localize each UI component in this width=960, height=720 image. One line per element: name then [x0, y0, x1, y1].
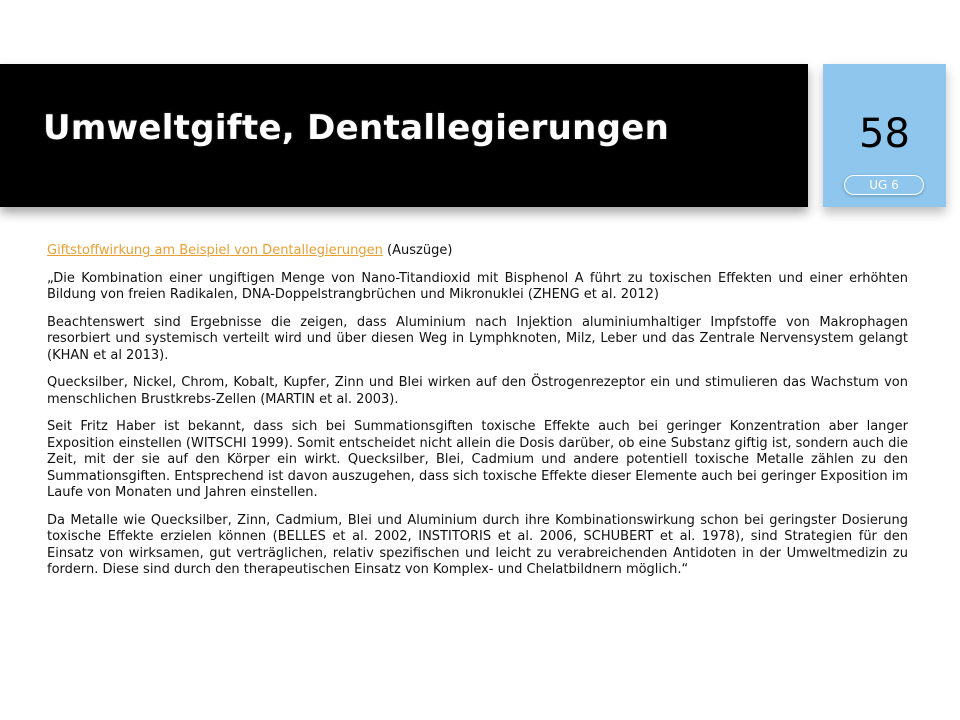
link-suffix: (Auszüge) [382, 243, 453, 258]
source-link[interactable]: Giftstoffwirkung am Beispiel von Dentallegierungen [47, 243, 383, 258]
slide-body [47, 243, 908, 590]
intro-line [47, 243, 908, 260]
paragraph-antidotes: Da Metalle wie Quecksilber, Zinn, Cadmium, Blei und Aluminium durch ihre Kombinationswirkung schon bei geringster Dosierung toxische Effekte erzielen können (BELLES et al. 2002, INSTITORIS et al. 2006, SCHUBERT et al. 1978), sind Strategien für den Einsatz von wirksamen, gut verträglichen, relativ spezifischen und leicht zu verabreichenden Antidoten in der Umweltmedizin zu fordern. Diese sind durch den therapeutischen Einsatz von Komplex- und Chelatbildnern möglich.“ [47, 512, 908, 577]
paragraph-quote-start: „Die Kombination einer ungiftigen Menge von Nano-Titandioxid mit Bisphenol A führt zu toxischen Effekten und einer erhöhten Bildung von freien Radikalen, DNA-Doppelstrangbrüchen und Mikronuklei (ZHENG et al. 2012) [47, 270, 908, 302]
slide-number-box [823, 64, 946, 207]
paragraph-summation-poisons: Seit Fritz Haber ist bekannt, dass sich bei Summationsgiften toxische Effekte auch bei geringer Konzentration aber langer Exposition einstellen (WITSCHI 1999). Somit entscheidet nicht allein die Dosis darüber, ob eine Substanz giftig ist, sondern auch die Zeit, mit der sie auf den Körper ein wirkt. Quecksilber, Blei, Cadmium und andere potentiell toxische Metalle zählen zu den Summationsgiften. Entsprechend ist davon auszugehen, dass sich toxische Effekte dieser Elemente auch bei geringer Exposition im Laufe von Monaten und Jahren einstellen. [47, 419, 908, 500]
paragraph-estrogen: Quecksilber, Nickel, Chrom, Kobalt, Kupfer, Zinn und Blei wirken auf den Östrogenrezeptor ein und stimulieren das Wachstum von menschlichen Brustkrebs-Zellen (MARTIN et al. 2003). [47, 375, 908, 407]
slide-title: Umweltgifte, Dentallegierungen [43, 108, 670, 148]
slide-number: 58 [859, 111, 910, 157]
paragraph-aluminium: Beachtenswert sind Ergebnisse die zeigen, dass Aluminium nach Injektion aluminiumhaltiger Impfstoffe von Makrophagen resorbiert und systemisch verteilt wird und über diesen Weg in Lymphknoten, Milz, Leber und das Zentrale Nervensystem gelangt (KHAN et al 2013). [47, 314, 908, 363]
section-badge: UG 6 [844, 175, 924, 195]
